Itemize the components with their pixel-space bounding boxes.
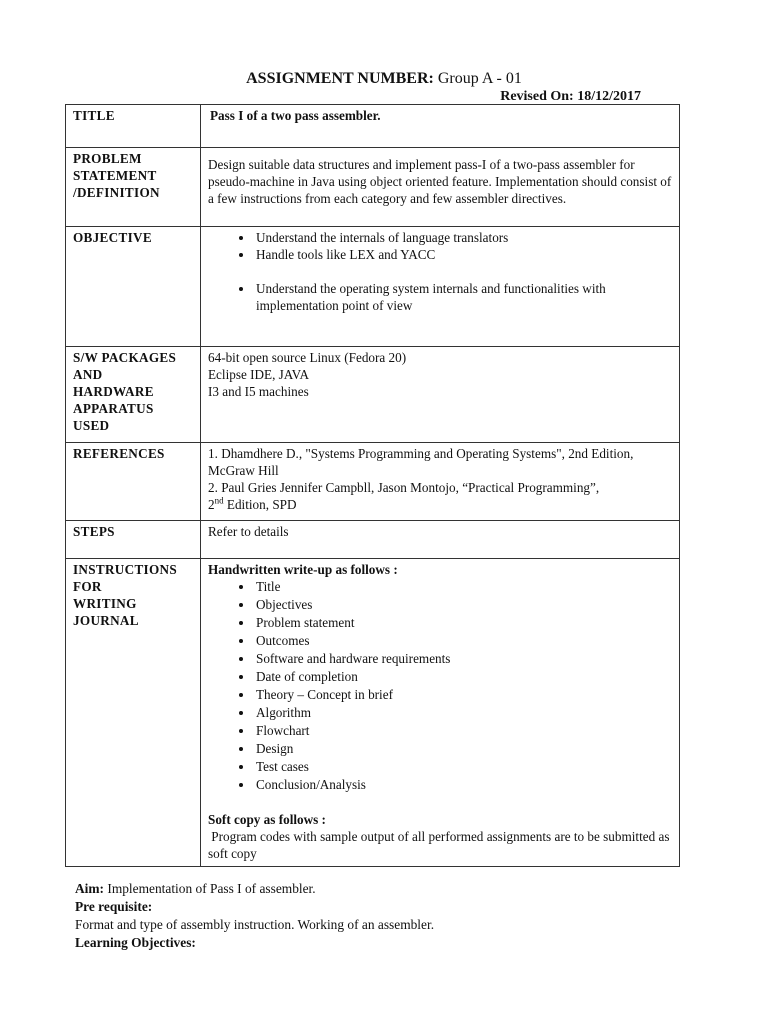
list-item: • Conclusion/Analysis [254,776,672,794]
list-item: • Date of completion [254,668,672,686]
list-item: • Title [254,578,672,596]
row-steps [66,521,680,559]
list-item: • Theory – Concept in brief [254,686,672,704]
aim-line: Aim: Implementation of Pass I of assembler. [75,881,316,896]
list-item: • Outcomes [254,632,672,650]
label-instructions: INSTRUCTIONS FOR WRITING JOURNAL [66,559,201,867]
row-references [66,443,680,521]
label-objective: OBJECTIVE [66,227,201,347]
list-item: • Problem statement [254,614,672,632]
label-title: TITLE [66,105,201,148]
journal-list [208,578,672,794]
prerequisite-text: Format and type of assembly instruction. Working of an assembler. [75,917,435,932]
value-problem: Design suitable data structures and implement pass-I of a two-pass assembler for pseudo-machine in Java using object oriented feature. Implementation should consist of a few instructions from each category and few assembler directives. [201,148,680,227]
value-instructions [201,559,680,867]
list-item: • Design [254,740,672,758]
document-body [75,880,434,952]
assignment-heading-label: ASSIGNMENT NUMBER: [246,70,434,87]
list-item: • Understand the internals of language translators [254,229,672,246]
package-line: I3 and I5 machines [208,384,309,399]
label-packages: S/W PACKAGES AND HARDWARE APPARATUS USED [66,347,201,443]
prerequisite-label: Pre requisite: [75,899,153,914]
soft-copy-heading: Soft copy as follows : [208,812,326,827]
package-line: Eclipse IDE, JAVA [208,367,309,382]
revised-date: Revised On: 18/12/2017 [500,89,641,104]
row-instructions [66,559,680,867]
value-packages [201,347,680,443]
list-item: • Software and hardware requirements [254,650,672,668]
row-packages [66,347,680,443]
list-item: • Test cases [254,758,672,776]
assignment-table [65,104,680,867]
assignment-heading-value: Group A - 01 [437,70,522,87]
reference-1: 1. Dhamdhere D., "Systems Programming and Operating Systems", 2nd Edition, McGraw Hill [208,446,634,478]
handwritten-heading: Handwritten write-up as follows : [208,562,398,577]
value-title: Pass I of a two pass assembler. [201,105,680,148]
label-steps: STEPS [66,521,201,559]
value-steps: Refer to details [201,521,680,559]
label-references: REFERENCES [66,443,201,521]
objective-list [208,229,672,263]
list-item: • Flowchart [254,722,672,740]
assignment-heading [0,70,768,88]
soft-copy-text: Program codes with sample output of all performed assignments are to be submitted as soft copy [208,829,673,861]
reference-2: 2. Paul Gries Jennifer Campbll, Jason Montojo, “Practical Programming”, [208,480,600,495]
reference-2-edition: 2nd Edition, SPD [208,495,297,512]
list-item: • Objectives [254,596,672,614]
label-problem: PROBLEM STATEMENT /DEFINITION [66,148,201,227]
row-objective [66,227,680,347]
list-item: • Handle tools like LEX and YACC [254,246,672,263]
list-item: • Understand the operating system internals and functionalities with implementation point of view [254,280,672,314]
package-line: 64-bit open source Linux (Fedora 20) [208,350,407,365]
value-objective [201,227,680,347]
objective-list-2 [208,280,672,314]
row-problem [66,148,680,227]
learning-objectives-label: Learning Objectives: [75,935,196,950]
list-item: • Algorithm [254,704,672,722]
row-title [66,105,680,148]
value-references [201,443,680,521]
